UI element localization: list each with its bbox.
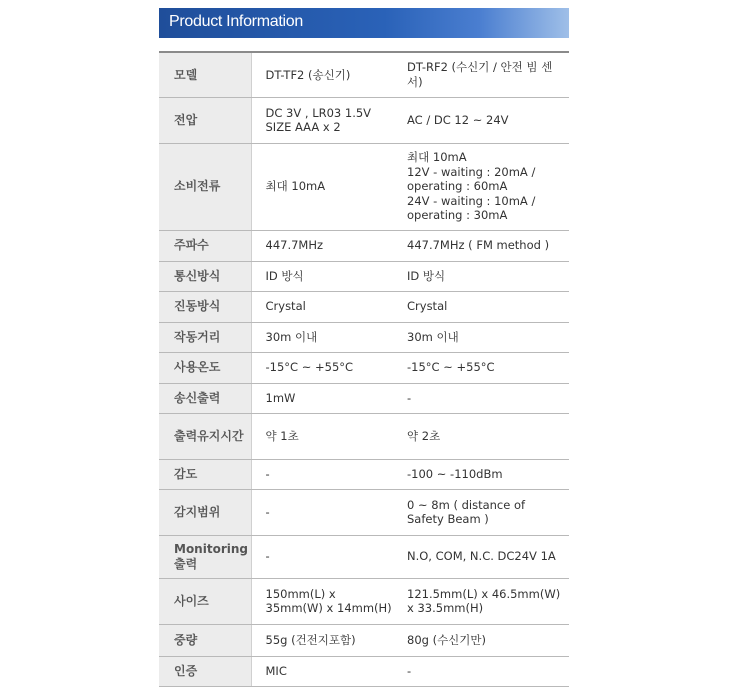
tf2-value: -: [251, 535, 400, 578]
table-row: [159, 322, 569, 352]
row-label: 진동방식: [159, 291, 251, 322]
tf2-value: 447.7MHz: [251, 230, 400, 261]
table-row: [159, 143, 569, 230]
row-label: 소비전류: [159, 143, 251, 230]
rf2-value: -15°C ~ +55°C: [400, 352, 569, 383]
current-line: 24V - waiting : 10mA / operating : 30mA: [407, 193, 536, 223]
tf2-value: 1mW: [251, 383, 400, 413]
rf2-value: N.O, COM, N.C. DC24V 1A: [400, 535, 569, 578]
table-row: [159, 489, 569, 535]
tf2-value: MIC: [251, 656, 400, 686]
row-label: 주파수: [159, 230, 251, 261]
row-label: 감도: [159, 459, 251, 489]
tf2-value: -: [251, 459, 400, 489]
table-row: [159, 459, 569, 489]
rf2-value: 약 2초: [400, 413, 569, 459]
row-label: 전압: [159, 97, 251, 143]
tf2-value: 30m 이내: [251, 322, 400, 352]
row-label: 감지범위: [159, 489, 251, 535]
rf2-value: ID 방식: [400, 261, 569, 291]
tf2-value: 최대 10mA: [251, 143, 400, 230]
tf2-value: 약 1초: [251, 413, 400, 459]
current-line: 12V - waiting : 20mA / operating : 60mA: [407, 164, 536, 194]
row-label: 사이즈: [159, 578, 251, 624]
rf2-value: -100 ~ -110dBm: [400, 459, 569, 489]
spec-table: [159, 51, 569, 687]
rf2-value: 447.7MHz ( FM method ): [400, 230, 569, 261]
tf2-value: 150mm(L) x 35mm(W) x 14mm(H): [251, 578, 400, 624]
table-row: [159, 352, 569, 383]
table-row: [159, 624, 569, 656]
rf2-value: [400, 143, 569, 230]
table-row: [159, 578, 569, 624]
tf2-value: DC 3V , LR03 1.5V SIZE AAA x 2: [251, 97, 400, 143]
row-label: 송신출력: [159, 383, 251, 413]
rf2-value: 30m 이내: [400, 322, 569, 352]
tf2-value: Crystal: [251, 291, 400, 322]
rf2-value: 121.5mm(L) x 46.5mm(W) x 33.5mm(H): [400, 578, 569, 624]
table-row: [159, 291, 569, 322]
row-label: 인증: [159, 656, 251, 686]
row-label: 출력유지시간: [159, 413, 251, 459]
table-row: [159, 535, 569, 578]
row-label: 작동거리: [159, 322, 251, 352]
rf2-value: -: [400, 656, 569, 686]
current-line: 최대 10mA: [407, 150, 467, 165]
rf2-value: Crystal: [400, 291, 569, 322]
rf2-value: DT-RF2 (수신기 / 안전 빔 센서): [400, 52, 569, 97]
row-label: 사용온도: [159, 352, 251, 383]
rf2-value: 0 ~ 8m ( distance of Safety Beam ): [400, 489, 569, 535]
row-label: 모델: [159, 52, 251, 97]
rf2-value: AC / DC 12 ~ 24V: [400, 97, 569, 143]
tf2-value: -: [251, 489, 400, 535]
table-row: [159, 383, 569, 413]
table-row: [159, 52, 569, 97]
section-title: Product Information: [169, 13, 303, 30]
table-row: [159, 413, 569, 459]
tf2-value: -15°C ~ +55°C: [251, 352, 400, 383]
rf2-value: 80g (수신기만): [400, 624, 569, 656]
tf2-value: DT-TF2 (송신기): [251, 52, 400, 97]
table-row: [159, 230, 569, 261]
table-row: [159, 97, 569, 143]
tf2-value: 55g (건전지포함): [251, 624, 400, 656]
row-label: 중량: [159, 624, 251, 656]
table-row: [159, 261, 569, 291]
rf2-value: -: [400, 383, 569, 413]
table-row: [159, 656, 569, 686]
row-label: Monitoring 출력: [159, 535, 251, 578]
section-header: [159, 8, 569, 38]
tf2-value: ID 방식: [251, 261, 400, 291]
row-label: 통신방식: [159, 261, 251, 291]
